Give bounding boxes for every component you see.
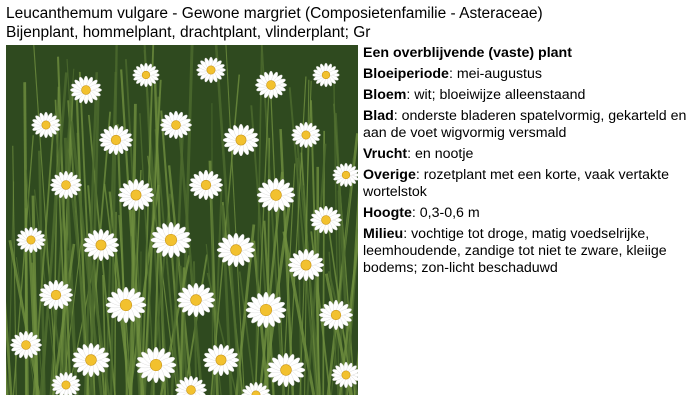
info-row-bloem: Bloem: wit; bloeiwijze alleenstaand (363, 87, 586, 103)
daisy-flower (136, 347, 176, 383)
daisy-flower (133, 63, 160, 87)
daisy-flower (106, 287, 146, 323)
info-row-hoogte: Hoogte: 0,3-0,6 m (363, 205, 480, 221)
daisy-flower (72, 343, 110, 377)
info-row-overige: Overige: rozetplant met een korte, vaak vertakte wortelstok (363, 167, 669, 200)
plant-intro: Een overblijvende (vaste) plant (363, 45, 572, 61)
daisy-flower (189, 170, 223, 200)
daisy-flower (291, 122, 320, 148)
info-row-bloeiperiode: Bloeiperiode: mei-augustus (363, 66, 542, 82)
plant-info (363, 45, 698, 281)
daisy-flower (196, 57, 225, 83)
page-subtitle: Bijenplant, hommelplant, drachtplant, vlinderplant; Gr (6, 24, 371, 41)
daisy-flower (151, 222, 191, 258)
daisy-flower (288, 249, 324, 281)
daisy-flower (39, 280, 73, 310)
daisy-flower (50, 171, 81, 199)
daisy-flower (70, 76, 101, 104)
daisy-flower (319, 300, 353, 330)
daisy-flower (310, 206, 341, 234)
daisy-flower (118, 179, 154, 211)
daisy-flower (31, 112, 60, 138)
daisy-flower (177, 283, 215, 317)
daisy-flower (331, 362, 358, 388)
info-row-milieu: Milieu: vochtige tot droge, matig voedselrijke, leemhoudende, zandige tot niet te zware, kleiige bodems; zon-licht beschaduwd (363, 226, 667, 276)
daisy-flower (83, 229, 119, 261)
daisy-photo-image (6, 45, 358, 395)
page-title: Leucanthemum vulgare - Gewone margriet (Composietenfamilie - Asteraceae) (6, 5, 543, 22)
daisy-flower (10, 331, 41, 359)
daisy-flower (313, 63, 340, 87)
daisy-flower (160, 111, 191, 139)
daisy-flower (333, 163, 358, 187)
daisy-flower (99, 125, 133, 155)
daisy-flower (255, 71, 286, 99)
daisy-flower (217, 233, 255, 267)
daisy-flower (16, 227, 45, 253)
daisy-flower (257, 178, 295, 212)
daisy-flower (246, 292, 286, 328)
daisy-flower (267, 353, 305, 387)
info-row-blad: Blad: onderste bladeren spatelvormig, gekarteld en aan de voet wigvormig versmald (363, 108, 687, 141)
daisy-flower (223, 124, 259, 156)
info-row-vrucht: Vrucht: en nootje (363, 146, 474, 162)
daisy-flower (203, 344, 239, 376)
daisy-photo (6, 45, 358, 395)
